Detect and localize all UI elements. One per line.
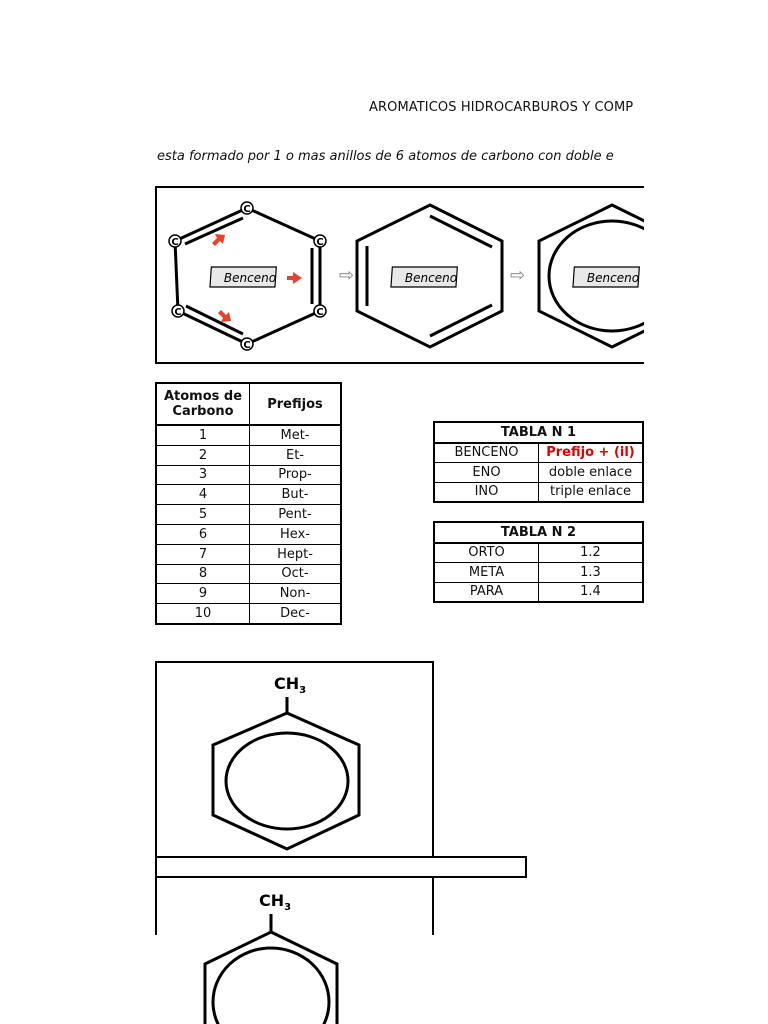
carbon-atom-label: C xyxy=(316,307,324,318)
carbon-count: 3 xyxy=(156,465,250,485)
benceno-label-box xyxy=(391,267,457,287)
tabla-n2 xyxy=(433,521,644,603)
position-value: 1.3 xyxy=(539,563,644,583)
benceno-label: Benceno xyxy=(404,271,458,285)
tabla-n1-header-row xyxy=(434,422,643,443)
prefix-value: Pent- xyxy=(250,505,342,525)
separator-bar xyxy=(155,856,527,878)
toluene-structure-box xyxy=(155,661,434,858)
prefix-value: Prop- xyxy=(250,465,342,485)
benzene-diagram-svg xyxy=(155,186,644,364)
header-atomos-line1: Atomos de xyxy=(163,389,243,404)
position-name: PARA xyxy=(434,582,539,602)
benceno-label-box xyxy=(210,267,276,287)
table-row xyxy=(434,543,643,563)
aromatic-circle xyxy=(213,948,329,1024)
position-name: META xyxy=(434,563,539,583)
position-value: 1.4 xyxy=(539,582,644,602)
benceno-label: Benceno xyxy=(223,271,277,285)
bond-line xyxy=(247,208,320,241)
benceno-label: Benceno xyxy=(586,271,640,285)
transition-arrow-icon: ⇨ xyxy=(510,265,526,286)
prefix-value: Et- xyxy=(250,445,342,465)
table-row xyxy=(156,584,341,604)
table-row xyxy=(434,563,643,583)
carbon-count: 9 xyxy=(156,584,250,604)
prefix-value: Oct- xyxy=(250,564,342,584)
aromatic-ring xyxy=(205,932,337,1024)
document-title: AROMATICOS HIDROCARBUROS Y COMP xyxy=(369,100,634,115)
tabla-n1-title: TABLA N 1 xyxy=(434,422,643,443)
table-row xyxy=(156,564,341,584)
bond-line xyxy=(247,311,320,344)
carbon-atom-label: C xyxy=(243,340,251,351)
prefix-value: But- xyxy=(250,485,342,505)
carbon-count: 7 xyxy=(156,544,250,564)
table-row xyxy=(156,465,341,485)
tabla-n2-header-row xyxy=(434,522,643,543)
carbon-atom-label: C xyxy=(174,307,182,318)
red-arrow-icon xyxy=(287,272,302,284)
tabla-n1 xyxy=(433,421,644,503)
header-atomos xyxy=(156,383,250,425)
header-prefijos: Prefijos xyxy=(250,383,342,425)
benzene-diagram xyxy=(155,186,644,364)
header-atomos-line2: Carbono xyxy=(172,404,234,419)
table-row xyxy=(156,425,341,445)
table-row xyxy=(434,463,643,483)
position-value: 1.2 xyxy=(539,543,644,563)
table-row xyxy=(434,482,643,502)
benceno-label-box xyxy=(573,267,639,287)
carbon-count: 2 xyxy=(156,445,250,465)
rule-cell: doble enlace xyxy=(539,463,644,483)
transition-arrow-icon: ⇨ xyxy=(339,265,355,286)
aromatic-ring xyxy=(213,713,359,849)
prefix-value: Non- xyxy=(250,584,342,604)
table-row xyxy=(156,485,341,505)
tabla-n2-title: TABLA N 2 xyxy=(434,522,643,543)
term-cell: INO xyxy=(434,482,539,502)
table-row xyxy=(156,505,341,525)
carbon-atom-label: C xyxy=(243,204,251,215)
prefix-value: Hept- xyxy=(250,544,342,564)
term-cell: ENO xyxy=(434,463,539,483)
red-arrow-icon xyxy=(212,234,225,246)
red-arrow-icon xyxy=(218,310,231,322)
bond-line xyxy=(175,208,247,241)
prefix-table xyxy=(155,382,342,625)
hexagon-shape xyxy=(205,932,337,1024)
rule-cell-highlight: Prefijo + (il) xyxy=(539,443,644,463)
position-name: ORTO xyxy=(434,543,539,563)
toluene-structure-svg xyxy=(157,663,436,860)
carbon-count: 1 xyxy=(156,425,250,445)
carbon-count: 8 xyxy=(156,564,250,584)
prefix-value: Met- xyxy=(250,425,342,445)
carbon-count: 10 xyxy=(156,604,250,624)
prefix-value: Dec- xyxy=(250,604,342,624)
rule-cell: triple enlace xyxy=(539,482,644,502)
carbon-count: 6 xyxy=(156,524,250,544)
table-row xyxy=(156,524,341,544)
carbon-atom-label: C xyxy=(171,237,179,248)
table-row xyxy=(156,604,341,624)
ch3-label: $CH_3$ xyxy=(274,674,307,696)
table-header-row xyxy=(156,383,341,425)
ch3-label: $CH_3$ xyxy=(259,891,292,913)
term-cell: BENCENO xyxy=(434,443,539,463)
carbon-atom-label: C xyxy=(316,237,324,248)
table-row xyxy=(434,582,643,602)
bond-line xyxy=(175,241,178,311)
table-row xyxy=(156,445,341,465)
carbon-count: 5 xyxy=(156,505,250,525)
table-row xyxy=(156,544,341,564)
bond-line xyxy=(178,311,247,344)
table-row xyxy=(434,443,643,463)
aromatic-circle xyxy=(226,733,348,829)
toluene-structure-svg-2 xyxy=(155,878,434,1024)
document-subtitle: esta formado por 1 o mas anillos de 6 atomos de carbono con doble e xyxy=(157,149,614,164)
prefix-value: Hex- xyxy=(250,524,342,544)
carbon-count: 4 xyxy=(156,485,250,505)
